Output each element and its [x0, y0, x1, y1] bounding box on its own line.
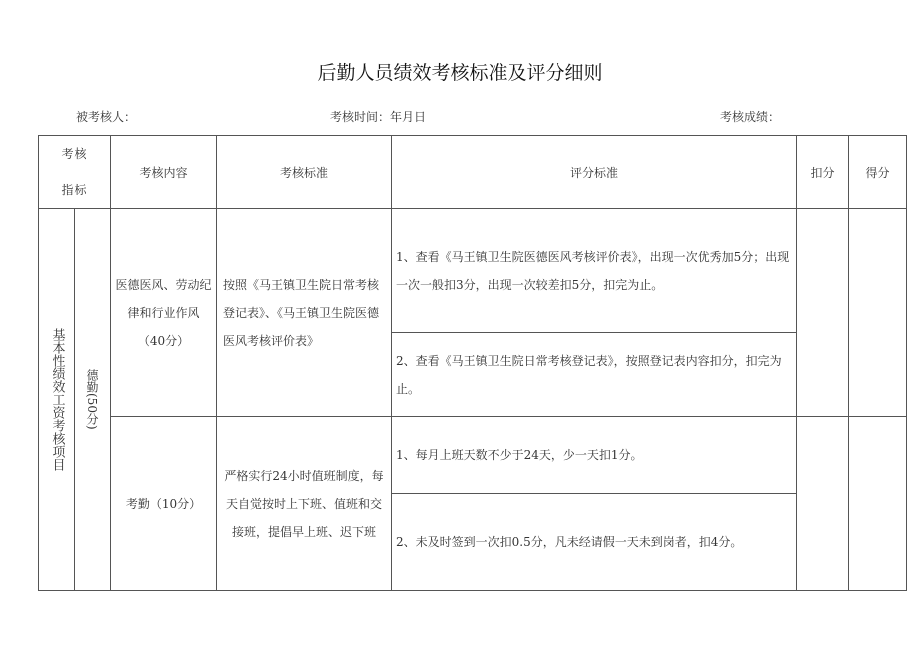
header-deduct: 扣分 — [797, 136, 849, 209]
category-label: 基本性绩效工资考核项目 — [49, 328, 65, 471]
review-time-label: 考核时间：年月日 — [330, 110, 427, 124]
header-rules: 评分标准 — [392, 136, 797, 209]
table-header-row — [39, 136, 907, 209]
row-2-content: 考勤（10分） — [111, 417, 217, 591]
header-indicator-bottom: 指标 — [61, 183, 88, 197]
document-title: 后勤人员绩效考核标准及评分细则 — [317, 62, 603, 84]
table-row — [39, 209, 907, 333]
header-get: 得分 — [849, 136, 907, 209]
row-1-deduct[interactable] — [797, 209, 849, 417]
row-2-get[interactable] — [849, 417, 907, 591]
row-1-get[interactable] — [849, 209, 907, 417]
assessment-table — [38, 135, 907, 591]
row-2-rule-2: 2、未及时签到一次扣0.5分，凡未经请假一天未到岗者，扣4分。 — [392, 494, 797, 591]
table-row — [39, 417, 907, 494]
row-1-standard: 按照《马王镇卫生院日常考核登记表》、《马王镇卫生院医德医风考核评价表》 — [217, 209, 392, 417]
review-score-label: 考核成绩： — [720, 110, 781, 124]
header-indicator-top: 考核 — [61, 147, 88, 161]
row-2-standard: 严格实行24小时值班制度，每天自觉按时上下班、值班和交接班，提倡早上班、迟下班 — [217, 417, 392, 591]
row-2-rule-1: 1、每月上班天数不少于24天，少一天扣1分。 — [392, 417, 797, 494]
header-standard: 考核标准 — [217, 136, 392, 209]
row-2-deduct[interactable] — [797, 417, 849, 591]
row-1-rule-2: 2、查看《马王镇卫生院日常考核登记表》，按照登记表内容扣分，扣完为止。 — [392, 333, 797, 417]
subcategory-cell — [75, 209, 111, 591]
row-1-content: 医德医风、劳动纪律和行业作风（40分） — [111, 209, 217, 417]
reviewee-label: 被考核人： — [76, 110, 137, 124]
subcategory-label: 德勤(50分) — [85, 369, 99, 430]
category-cell — [39, 209, 75, 591]
row-1-rule-1: 1、查看《马王镇卫生院医德医风考核评价表》，出现一次优秀加5分；出现一次一般扣3分，出现一次较差扣5分，扣完为止。 — [392, 209, 797, 333]
header-content: 考核内容 — [111, 136, 217, 209]
header-indicator — [39, 136, 111, 209]
